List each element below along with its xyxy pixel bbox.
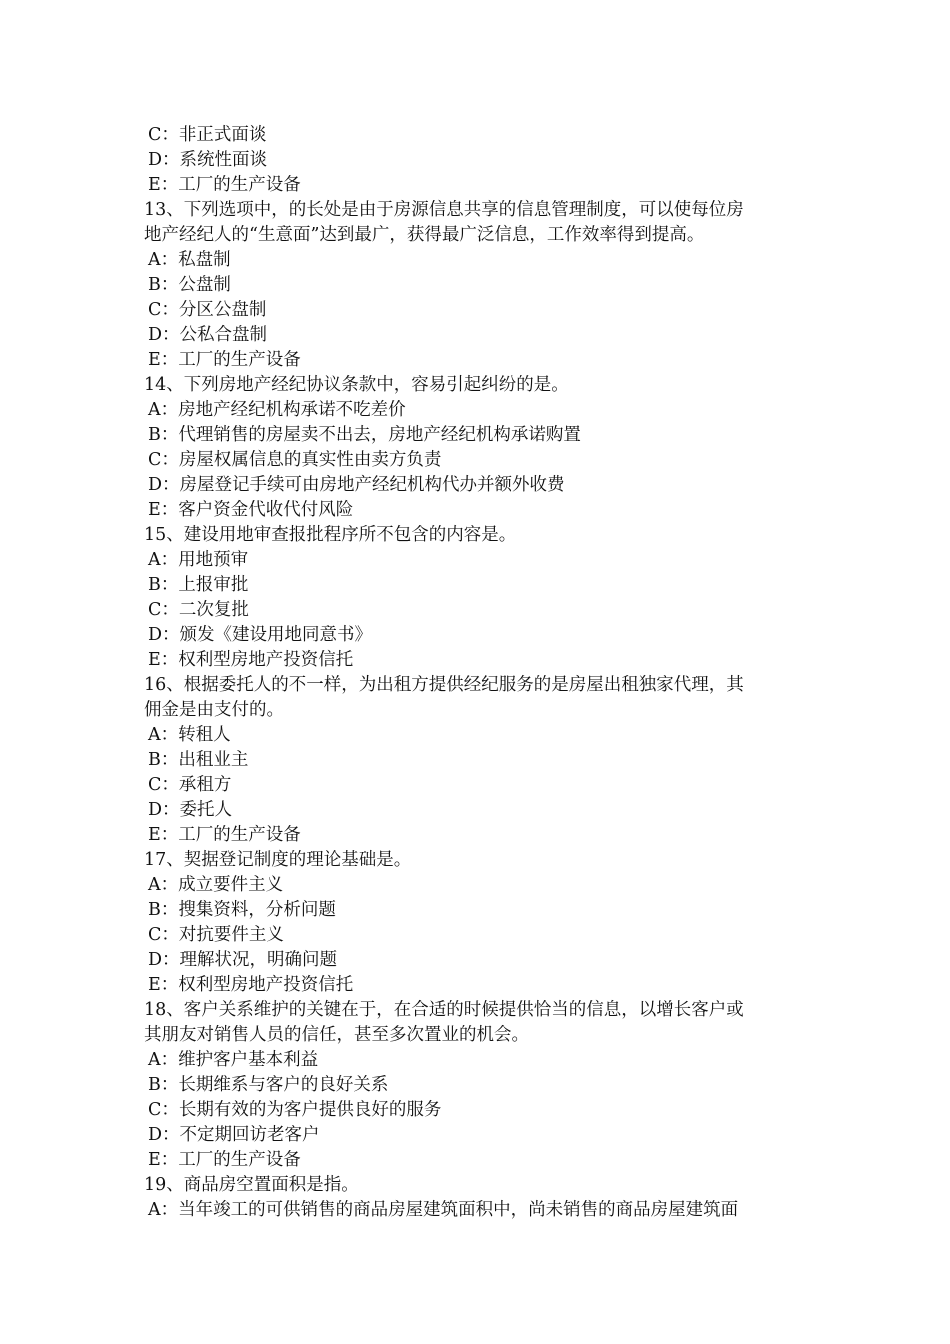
question-text-line: 13、下列选项中，的长处是由于房源信息共享的信息管理制度，可以使每位房 <box>144 200 744 220</box>
answer-option-line: B：出租业主 <box>148 750 249 770</box>
answer-option-line: A：转租人 <box>148 725 231 745</box>
question-text-line: 佣金是由支付的。 <box>144 700 284 720</box>
answer-option-line: C：非正式面谈 <box>148 125 267 145</box>
answer-option-line: D：系统性面谈 <box>148 150 268 170</box>
answer-option-line: E：权利型房地产投资信托 <box>148 650 354 670</box>
answer-option-line: E：工厂的生产设备 <box>148 350 301 370</box>
question-text-line: 15、建设用地审查报批程序所不包含的内容是。 <box>144 525 517 545</box>
answer-option-line: C：对抗要件主义 <box>148 925 284 945</box>
answer-option-line: D：颁发《建设用地同意书》 <box>148 625 373 645</box>
answer-option-line: B：代理销售的房屋卖不出去，房地产经纪机构承诺购置 <box>148 425 581 445</box>
answer-option-line: A：房地产经纪机构承诺不吃差价 <box>148 400 406 420</box>
answer-option-line: D：公私合盘制 <box>148 325 268 345</box>
answer-option-line: C：承租方 <box>148 775 232 795</box>
answer-option-line: C：二次复批 <box>148 600 249 620</box>
answer-option-line: B：公盘制 <box>148 275 231 295</box>
answer-option-line: E：权利型房地产投资信托 <box>148 975 354 995</box>
answer-option-line: A：维护客户基本利益 <box>148 1050 319 1070</box>
question-text-line: 18、客户关系维护的关键在于，在合适的时候提供恰当的信息，以增长客户或 <box>144 1000 744 1020</box>
answer-option-line: D：理解状况，明确问题 <box>148 950 338 970</box>
question-text-line: 17、契据登记制度的理论基础是。 <box>144 850 412 870</box>
question-text-line: 16、根据委托人的不一样，为出租方提供经纪服务的是房屋出租独家代理，其 <box>144 675 744 695</box>
answer-option-line: E：工厂的生产设备 <box>148 1150 301 1170</box>
answer-option-line: D：房屋登记手续可由房地产经纪机构代办并额外收费 <box>148 475 565 495</box>
question-text-line: 其朋友对销售人员的信任，甚至多次置业的机会。 <box>144 1025 529 1045</box>
answer-option-line: E：工厂的生产设备 <box>148 175 301 195</box>
answer-option-line: E：工厂的生产设备 <box>148 825 301 845</box>
answer-option-line: D：委托人 <box>148 800 233 820</box>
question-text-line: 14、下列房地产经纪协议条款中，容易引起纠纷的是。 <box>144 375 569 395</box>
document-body <box>144 123 809 1223</box>
answer-option-line: B：长期维系与客户的良好关系 <box>148 1075 389 1095</box>
answer-option-line: E：客户资金代收代付风险 <box>148 500 354 520</box>
answer-option-line: C：房屋权属信息的真实性由卖方负责 <box>148 450 442 470</box>
question-text-line: 地产经纪人的“生意面”达到最广，获得最广泛信息，工作效率得到提高。 <box>144 225 705 245</box>
answer-option-line: A：私盘制 <box>148 250 231 270</box>
answer-option-line: A：用地预审 <box>148 550 249 570</box>
question-text-line: 19、商品房空置面积是指。 <box>144 1175 359 1195</box>
answer-option-line: A：成立要件主义 <box>148 875 284 895</box>
answer-option-line: A：当年竣工的可供销售的商品房屋建筑面积中，尚未销售的商品房屋建筑面 <box>148 1200 739 1220</box>
answer-option-line: C：长期有效的为客户提供良好的服务 <box>148 1100 442 1120</box>
answer-option-line: B：搜集资料，分析问题 <box>148 900 336 920</box>
answer-option-line: D：不定期回访老客户 <box>148 1125 320 1145</box>
answer-option-line: C：分区公盘制 <box>148 300 267 320</box>
answer-option-line: B：上报审批 <box>148 575 249 595</box>
